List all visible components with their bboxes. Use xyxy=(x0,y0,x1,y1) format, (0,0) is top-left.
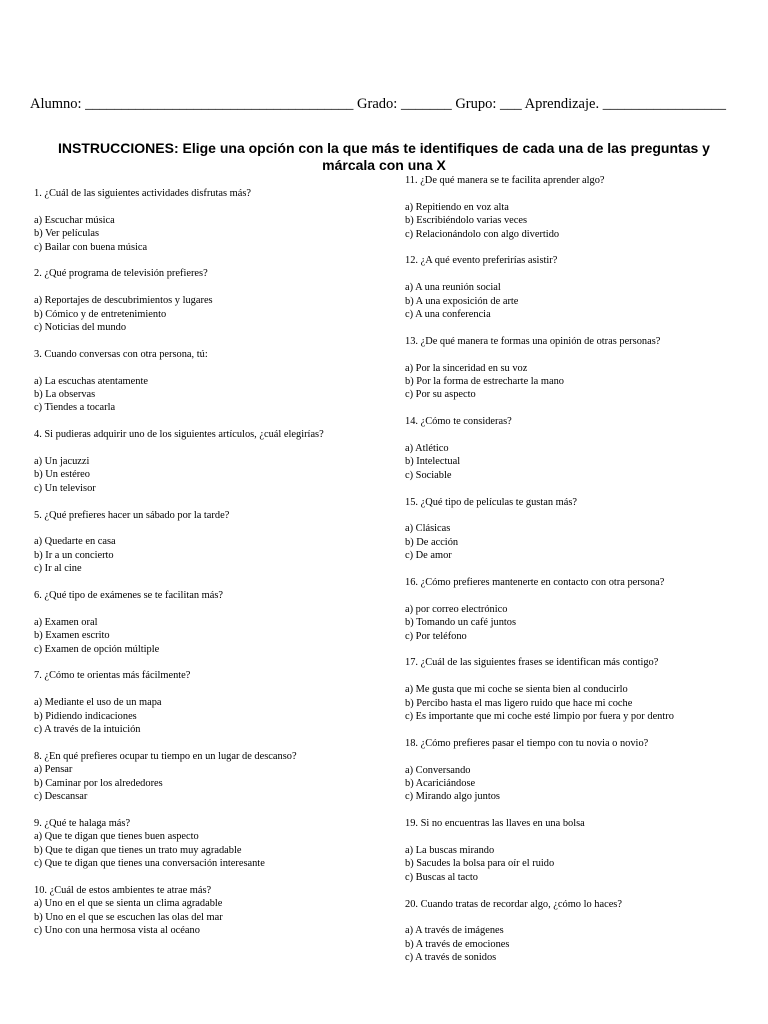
answer-option[interactable]: a) La escuchas atentamente xyxy=(34,375,148,387)
question-block xyxy=(405,335,755,402)
question-block xyxy=(405,415,755,482)
instructions-title: INSTRUCCIONES: Elige una opción con la que más te identifiques de cada una de las preguntas y márcala con una X xyxy=(58,140,710,173)
question-text: 6. ¿Qué tipo de exámenes se te facilitan más? xyxy=(34,590,223,602)
question-block xyxy=(405,174,755,241)
answer-option[interactable]: b) Uno en el que se escuchen las olas del mar xyxy=(34,911,223,923)
answer-option[interactable]: c) Sociable xyxy=(405,469,452,481)
answer-option[interactable]: c) Relacionándolo con algo divertido xyxy=(405,228,560,240)
answer-option[interactable]: a) Repitiendo en voz alta xyxy=(405,201,509,213)
question-text: 2. ¿Qué programa de televisión prefieres? xyxy=(34,268,208,280)
answer-option[interactable]: b) Ver películas xyxy=(34,228,100,240)
answer-option[interactable]: c) A través de la intuición xyxy=(34,724,141,736)
question-block xyxy=(34,817,384,871)
answer-option[interactable]: b) A través de emociones xyxy=(405,938,510,950)
answer-option[interactable]: c) Que te digan que tienes una conversación interesante xyxy=(34,858,265,870)
questions-right-column xyxy=(405,174,755,978)
questions-left-column xyxy=(34,187,384,951)
question-text: 1. ¿Cuál de las siguientes actividades disfrutas más? xyxy=(34,188,251,199)
question-text: 13. ¿De qué manera te formas una opinión de otras personas? xyxy=(405,335,661,347)
question-text: 4. Si pudieras adquirir uno de los siguientes artículos, ¿cuál elegirías? xyxy=(34,429,324,441)
answer-option[interactable]: b) Percibo hasta el mas ligero ruido que hace mi coche xyxy=(405,697,633,709)
answer-option[interactable]: a) A través de imágenes xyxy=(405,925,504,937)
answer-option[interactable]: a) Conversando xyxy=(405,764,471,776)
question-block xyxy=(34,187,384,254)
answer-option[interactable]: a) Mediante el uso de un mapa xyxy=(34,697,162,709)
answer-option[interactable]: b) Intelectual xyxy=(405,456,461,468)
answer-option[interactable]: c) Uno con una hermosa vista al océano xyxy=(34,925,200,937)
answer-option[interactable]: b) La observas xyxy=(34,389,96,401)
answer-option[interactable]: b) Examen escrito xyxy=(34,630,110,642)
answer-option[interactable]: a) Quedarte en casa xyxy=(34,536,116,548)
question-text: 3. Cuando conversas con otra persona, tú: xyxy=(34,348,208,360)
question-text: 16. ¿Cómo prefieres mantenerte en contacto con otra persona? xyxy=(405,577,665,589)
answer-option[interactable]: c) Por teléfono xyxy=(405,630,467,642)
question-text: 12. ¿A qué evento preferirías asistir? xyxy=(405,255,558,267)
answer-option[interactable]: b) Ir a un concierto xyxy=(34,549,114,561)
question-block xyxy=(405,737,755,804)
question-block xyxy=(34,589,384,656)
answer-option[interactable]: b) Tomando un café juntos xyxy=(405,617,517,629)
answer-option[interactable]: a) Que te digan que tienes buen aspecto xyxy=(34,831,199,843)
question-text: 9. ¿Qué te halaga más? xyxy=(34,817,131,829)
answer-option[interactable]: a) La buscas mirando xyxy=(405,845,495,857)
answer-option[interactable]: a) Pensar xyxy=(34,764,73,776)
answer-option[interactable]: b) A una exposición de arte xyxy=(405,295,519,307)
question-block xyxy=(405,898,755,965)
answer-option[interactable]: c) Bailar con buena música xyxy=(34,241,148,253)
question-text: 8. ¿En qué prefieres ocupar tu tiempo en un lugar de descanso? xyxy=(34,750,297,762)
answer-option[interactable]: a) Clásicas xyxy=(405,523,451,535)
answer-option[interactable]: c) Noticias del mundo xyxy=(34,322,127,334)
answer-option[interactable]: a) Uno en el que se sienta un clima agradable xyxy=(34,898,223,910)
answer-option[interactable]: a) Atlético xyxy=(405,443,449,455)
question-block xyxy=(34,669,384,736)
answer-option[interactable]: c) Un televisor xyxy=(34,482,96,494)
question-block xyxy=(34,509,384,576)
question-block xyxy=(34,348,384,415)
answer-option[interactable]: c) Descansar xyxy=(34,791,88,803)
answer-option[interactable]: b) Caminar por los alrededores xyxy=(34,777,163,789)
answer-option[interactable]: b) Acariciándose xyxy=(405,778,476,790)
answer-option[interactable]: c) De amor xyxy=(405,550,452,562)
answer-option[interactable]: b) Cómico y de entretenimiento xyxy=(34,308,167,320)
answer-option[interactable]: a) A una reunión social xyxy=(405,282,501,294)
question-block xyxy=(405,496,755,563)
answer-option[interactable]: a) Me gusta que mi coche se sienta bien al conducirlo xyxy=(405,684,628,696)
answer-option[interactable]: c) Buscas al tacto xyxy=(405,871,478,883)
question-text: 17. ¿Cuál de las siguientes frases se identifican más contigo? xyxy=(405,657,659,669)
answer-option[interactable]: b) Sacudes la bolsa para oír el ruido xyxy=(405,858,555,870)
answer-option[interactable]: b) Pidiendo indicaciones xyxy=(34,710,137,722)
answer-option[interactable]: b) De acción xyxy=(405,536,459,548)
answer-option[interactable]: c) Mirando algo juntos xyxy=(405,791,500,803)
student-info-line: Alumno: _____________________________________ Grado: _______ Grupo: ___ Aprendizaje. _________________ xyxy=(30,96,726,112)
question-block xyxy=(34,428,384,495)
question-text: 7. ¿Cómo te orientas más fácilmente? xyxy=(34,670,191,682)
question-block xyxy=(405,254,755,321)
question-block xyxy=(405,656,755,723)
answer-option[interactable]: c) Es importante que mi coche esté limpio por fuera y por dentro xyxy=(405,711,674,723)
answer-option[interactable]: b) Que te digan que tienes un trato muy agradable xyxy=(34,844,242,856)
answer-option[interactable]: c) A través de sonidos xyxy=(405,952,497,964)
question-block xyxy=(34,884,384,938)
question-text: 19. Si no encuentras las llaves en una bolsa xyxy=(405,818,585,830)
answer-option[interactable]: b) Por la forma de estrecharte la mano xyxy=(405,376,564,388)
answer-option[interactable]: c) Ir al cine xyxy=(34,563,82,575)
question-block xyxy=(34,750,384,804)
answer-option[interactable]: a) Un jacuzzi xyxy=(34,456,90,468)
answer-option[interactable]: a) Por la sinceridad en su voz xyxy=(405,362,528,374)
question-block xyxy=(405,817,755,884)
question-text: 10. ¿Cuál de estos ambientes te atrae más? xyxy=(34,884,212,896)
answer-option[interactable]: b) Un estéreo xyxy=(34,469,90,481)
question-text: 14. ¿Cómo te consideras? xyxy=(405,416,512,428)
question-text: 18. ¿Cómo prefieres pasar el tiempo con tu novia o novio? xyxy=(405,737,649,749)
answer-option[interactable]: c) Tiendes a tocarla xyxy=(34,402,116,414)
question-text: 15. ¿Qué tipo de películas te gustan más? xyxy=(405,496,577,508)
answer-option[interactable]: c) Examen de opción múltiple xyxy=(34,643,160,655)
answer-option[interactable]: a) Examen oral xyxy=(34,616,98,628)
answer-option[interactable]: c) Por su aspecto xyxy=(405,389,476,401)
question-text: 20. Cuando tratas de recordar algo, ¿cómo lo haces? xyxy=(405,898,622,910)
question-block xyxy=(34,267,384,334)
answer-option[interactable]: b) Escribiéndolo varias veces xyxy=(405,215,528,227)
answer-option[interactable]: c) A una conferencia xyxy=(405,309,491,321)
question-text: 11. ¿De qué manera se te facilita aprender algo? xyxy=(405,175,605,186)
answer-option[interactable]: a) Escuchar música xyxy=(34,214,115,226)
answer-option[interactable]: a) por correo electrónico xyxy=(405,603,508,615)
question-text: 5. ¿Qué prefieres hacer un sábado por la tarde? xyxy=(34,509,230,521)
question-block xyxy=(405,576,755,643)
answer-option[interactable]: a) Reportajes de descubrimientos y lugares xyxy=(34,295,213,307)
